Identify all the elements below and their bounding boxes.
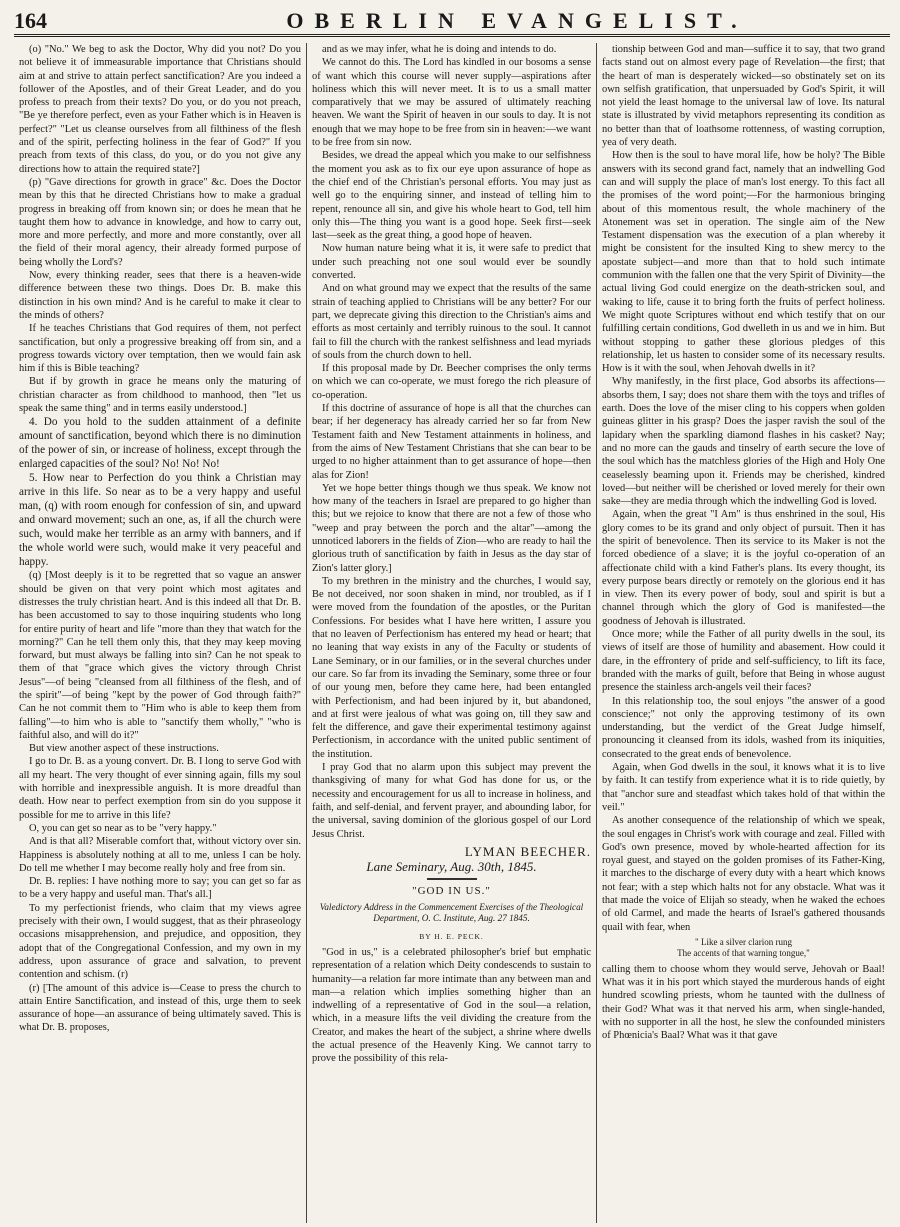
- paragraph: But if by growth in grace he means only the maturing of christian character as from childhood to manhood, then "let us speak the same thing" and in terms easily understood.]: [19, 376, 301, 415]
- paragraph: But view another aspect of these instructions.: [29, 743, 219, 755]
- column-3: [596, 43, 890, 1223]
- dateline: Lane Seminary, Aug. 30th, 1845.: [366, 859, 537, 875]
- paragraph: Again, when God dwells in the soul, it knows what it is to live by faith. It can testify from experience what it is to ride quietly, by that "anchor sure and steadfast which takes hold of that within the veil.": [602, 762, 885, 813]
- beecher-letter-continued: [312, 43, 591, 841]
- paragraph: To my perfectionist friends, who claim that my views agree precisely with their own, I would suggest, that as their phraseology occasions misapprehension, and prejudice, and opposition, they adopt that of the Congregational Confession, and my own in my address, upon assurance of grace and salvation, to prevent contention and schism. (r): [19, 902, 301, 981]
- paragraph: We cannot do this. The Lord has kindled in our bosoms a sense of want which this course will never supply—aspirations after holiness which this will never meet. It is to us a small matter comparatively that we may be assured of ultimately reaching heaven. We want the Spirit of heaven in our souls to day. It is not enough that we may hope to be free from sin in heaven:—we want to be free from sin now.: [312, 57, 591, 149]
- paragraph: If this proposal made by Dr. Beecher comprises the only terms on which we can co-operate, we must forego the rich pleasure of co-operation.: [312, 363, 591, 401]
- poem-line: " Like a silver clarion rung: [695, 936, 792, 947]
- page-number: 164: [14, 8, 47, 33]
- paragraph: Now, every thinking reader, sees that there is a heaven-wide difference between these two things. Does Dr. B. make this distinction in his own mind? And is he careful to make it clear to the minds of others?: [19, 270, 301, 321]
- signature: LYMAN BEECHER.: [464, 843, 591, 859]
- paragraph: Yet we hope better things though we thus speak. We know not how many of the teachers in Israel are prepared to go higher than this; but we rejoice to know that there are not a few of those who "weep and pray between the porch and the altar"—among the unnoticed laborers in the fields of Zion—who are ready to hail the glorious truth of sanctification by faith in Jesus as the day star of Zion's latter glory.]: [312, 482, 591, 574]
- paragraph: Besides, we dread the appeal which you make to our selfishness the moment you ask as to fix our eye upon assurance of hope as the chief end of the Christian's personal efforts. You may just as well go to the enquiring sinner, and instead of telling him to repent, renounce all sin, and give his whole heart to God, tell him only this—The thing you want is a good hope. Seek first—seek last—seek as the great thing, a good hope of heaven.: [312, 150, 591, 242]
- paragraph: Why manifestly, in the first place, God absorbs its affections—absorbs them, I say; does not share them with the toys and trifles of earth. Does the love of the miser cling to his coppers when golden guineas glitter in his grasp? Does the jasper ravish the soul of the lapidary when the sparkling diamond flashes in his casket? Nay; and no more can the gauds and tinselry of earth secure the love of the soul which has the matchless glories of the High and Holy One ceaselessly beaming upon it. Friends may be cherished, kindred loved—but neither will be cherished or loved merely for their own sake—they are media through which the indwelling God is loved.: [602, 376, 885, 508]
- article-columns: [14, 43, 890, 1223]
- article-title: "GOD IN US.": [412, 885, 491, 898]
- article-opening: "God in us," is a celebrated philosopher's brief but emphatic representation of a relation which Deity condescends to sustain to humanity—a relation far more intimate than any between man and man—a relation which implies something higher than an indwelling of a representative of God in the soul—a relation, which, in a measure lifts the veil dividing the creature from the Creator, and makes the heart of the subject, a shrine where dwells the actual presence of the Heavenly King. We cannot tarry to prove the possibility of this rela-: [312, 947, 591, 1065]
- god-in-us-continued: [602, 43, 885, 934]
- paragraph: How then is the soul to have moral life, how be holy? The Bible answers with its second grand fact, namely that an indwelling God can and will supply the place of man's lost energy. To this fact all the promises of the word point;—For the harmonious bringing about of this momentous result, the whole machinery of the Atonement was set in operation. The single aim of the New Testament dispensation was the execution of a plan whereby it might be consistent for the insulted King to shew mercy to the apostate subject—and more than that to hold such intimate communion with the fallen one that the very Spirit of Divinity—the actual living God could energize on the death-stricken soul, and waking to life, cause it to bring forth the fruits of perfect holiness. We might quote Scriptures without end which testify that on our fulfilling certain conditions, God dwelleth in us and we in him. But without stopping to gather these glorious pledges of this relationship, let us hasten to consider some of its necessary results. How is it with the soul, when Jehovah dwells in it?: [602, 150, 885, 375]
- paragraph: As another consequence of the relationship of which we speak, the soul engages in Christ's work with courage and zeal. Filled with God's own presence, moved by whole-hearted affection for its royal guest, and stayed on the golden promises of its Father-King, it marches to the discharge of every duty with a heart which knows not fear; with a step which halts not for any obstacle. What was it that made the voice of Elijah so steady, when he waked the echoes of old Carmel, and made the hearts of Israel's gathered thousands quail with fear, when: [602, 815, 885, 933]
- article-deck: Valedictory Address in the Commencement Exercises of the Theological Department, O. C. Institute, Aug. 27 1845.: [319, 901, 584, 924]
- paragraph: If he teaches Christians that God requires of them, not perfect sanctification, but only a progressive breaking off from sin, and a progress towards victory over temptation, then we would fain ask him if this is Bible teaching?: [19, 323, 301, 375]
- paragraph: In this relationship too, the soul enjoys "the answer of a good conscience;" not only the approving testimony of its own understanding, but the verdict of the Great Judge himself, pronouncing it cleansed from its idols, washed from its iniquities, consecrated to the great ends of benevolence.: [602, 695, 885, 760]
- article-byline: BY H. E. PECK.: [419, 931, 484, 941]
- paragraph: (o) "No." We beg to ask the Doctor, Why did you not? Do you not believe it of immeasurable importance that Christians should aim at and strive to attain perfect sanctification? Are you indeed a follower of the Apostles, and of their Great Leader, and do you profess to preach from their texts? Do you, or do you not preach, "Be ye therefore perfect, even as your Father which is in Heaven is perfect?" "Let us cleanse ourselves from all filthiness of the flesh and of the spirit, perfecting holiness in the fear of God?" If you preach from texts of this class, do you, or do you not give any directions how to attain the required state?]: [19, 44, 301, 175]
- paragraph: (r) [The amount of this advice is—Cease to press the church to attain Entire Sanctification, and instead of this, urge them to seek assurance of hope—an assurance of being ultimately saved. This is what Dr. B. proposes,: [19, 982, 301, 1034]
- paragraph: I pray God that no alarm upon this subject may prevent the thanksgiving of many for what God has done for us, or the necessity and encouragement for us all to increase in holiness, and faith, and self-denial, and fervent prayer, and abounding labor, for the universal, saving dominion of the glorious gospel of our Lord Jesus Christ.: [312, 762, 591, 840]
- paragraph: O, you can get so near as to be "very happy.": [29, 822, 217, 834]
- poem-line: The accents of that warning tongue,": [677, 948, 810, 959]
- paragraph: Again, when the great "I Am" is thus enshrined in the soul, His glory comes to be its grand and only object of pursuit. Then it has the spirit of benevolence. Then its service to its Maker is not the forced obedience of a slave; it is the joyful co-operation of an affectionate child with a kind Father's plans. Its every thought, its every purpose bears directly or remotely on the glorious end it has in view. Then its every power of body, soul and spirit is but a channel through which the glory of God is manifested—the goodness of Jehovah is illustrated.: [602, 509, 885, 627]
- paragraph: If this doctrine of assurance of hope is all that the churches can bear; if her degeneracy has already carried her so far from New Testament faith and New Testament attainments in holiness, and from the aims of New Testament Christians that she can bear to be urged to no higher attainment than to get assurance of hope—then alas for Zion!: [312, 403, 591, 481]
- paragraph: calling them to choose whom they would serve, Jehovah or Baal! What was it in his port which stayed the murderous hands of eight hundred scowling priests, whom he taunted with the dullness of their God? What was it that nerved his arm, when single-handed, with no supporter in all the host, he slew the confounded ministers of Phœnicia's Baal? What was it that gave: [602, 963, 885, 1042]
- paragraph: (p) "Gave directions for growth in grace" &c. Does the Doctor mean by this that he directed Christians how to make a gradual progress in breaking off from known sin; or does he mean that he taught them how to advance in knowledge, and how to carry out, more and more perfectly, and more and more constantly, over all the field of their moral agency, their already formed purpose of being wholly the Lord's?: [19, 176, 301, 268]
- section-divider: [427, 878, 477, 880]
- poem-quote: [602, 937, 885, 960]
- column-2: [306, 43, 596, 1223]
- paragraph: 4. Do you hold to the sudden attainment of a definite amount of sanctification, beyond which there is no diminution of the power of sin, or increase of holiness, except through the enlarged capacities of the soul? No! No! No!: [19, 416, 301, 471]
- paragraph: And is that all? Miserable comfort that, without victory over sin. Happiness is absolutely nothing at all to me, unless I can be holy. Do tell me whether I may become really holy and free from sin.: [19, 836, 301, 874]
- paragraph: And on what ground may we expect that the results of the same strain of teaching applied to Christians will be any better? For our part, we deprecate giving this direction to the Christian's aims and efforts as most certainly and terribly ruinous to the soul. It cannot fail to fill the church with the rankest selfishness and lead myriads of souls from the church down to hell.: [312, 283, 591, 361]
- newspaper-title: OBERLIN EVANGELIST.: [286, 8, 748, 33]
- column-1: [14, 43, 306, 1223]
- paragraph: Dr. B. replies: I have nothing more to say; you can get so far as to be a very happy and useful man. That's all.]: [19, 876, 301, 901]
- paragraph: Once more; while the Father of all purity dwells in the soul, its views of itself are those of humility and abasement. How could it dare, in the effrontery of pride and self-sufficiency, to lift its face, branded with the marks of guilt, before that Being in whose august presence the stainless arch-angels veil their faces?: [602, 629, 885, 694]
- paragraph: Now human nature being what it is, it were safe to predict that under such preaching not one soul would ever be soundly converted.: [312, 243, 591, 282]
- paragraph: tionship between God and man—suffice it to say, that two grand facts stand out on almost every page of Revelation—the first; that the heart of man is desperately wicked—so obstinately set on its own selfish gratification, that unpersuaded by God's Spirit, it will not yield the least homage to the universal law of love. Its natural state is illustrated by vivid metaphors representing its condition as no better than that of loathsome rottenness, of wasting corruption, yea of very death.: [602, 44, 885, 149]
- paragraph: To my brethren in the ministry and the churches, I would say, Be not deceived, nor soon shaken in mind, nor troubled, as if I were moved from the foundation of the apostles, or the Puritan Confessions. For besides what I have here written, I assure you that no leaven of Perfectionism has entered my head or heart; that no leaning that way exists in any of the Faculty or students of Lane Seminary, or in our families, or in the several churches under our care. So far from its invading the Seminary, some three or four of our young men, before they came here, had been entangled with Perfectionism, and had been injured by it, but abandoned, and at first were jealous of what was going on, till they saw and felt the difference, and gave their experimental testimony against Perfectionism, in accordance with the united public sentiment of the institution.: [312, 575, 591, 760]
- masthead: [14, 6, 890, 37]
- paragraph: I go to Dr. B. as a young convert. Dr. B. I long to serve God with all my heart. The very thought of ever sinning again, fills my soul with horrible and inexpressible anguish. It is more dreadful than death. How near to perfect exemption from sin do you suppose it possible for me to arrive in this life?: [19, 756, 301, 821]
- paragraph: 5. How near to Perfection do you think a Christian may arrive in this life. So near as to be a very happy and useful man, (q) with room enough for confession of sin, and upward and onward movement; such an one, as, if all the church were such, would make her terrible as an army with banners, and if the whole world were such, would make it very peaceful and happy.: [19, 472, 301, 569]
- paragraph: and as we may infer, what he is doing and intends to do.: [322, 44, 557, 55]
- paragraph: (q) [Most deeply is it to be regretted that so vague an answer should be given on that very point which most agitates and distresses the truly christian heart. And is this indeed all that Dr. B. has been accustomed to say to those inquiring students who long for entire purity of heart and life "more than they that watch for the morning?" Can he tell them only this, that they may keep moving forward, but must always be falling into sin? Can he not speak to them of that "grace which gives the victory through Christ Jesus"—of being "cleansed from all filthiness of the flesh, and of the spirit"—of being "kept by the power of God through faith?" Can he not commit them to "Him who is able to keep them from falling"—to him who is able to "sanctify them wholly," "who is faithful also, and will do it?": [19, 570, 301, 741]
